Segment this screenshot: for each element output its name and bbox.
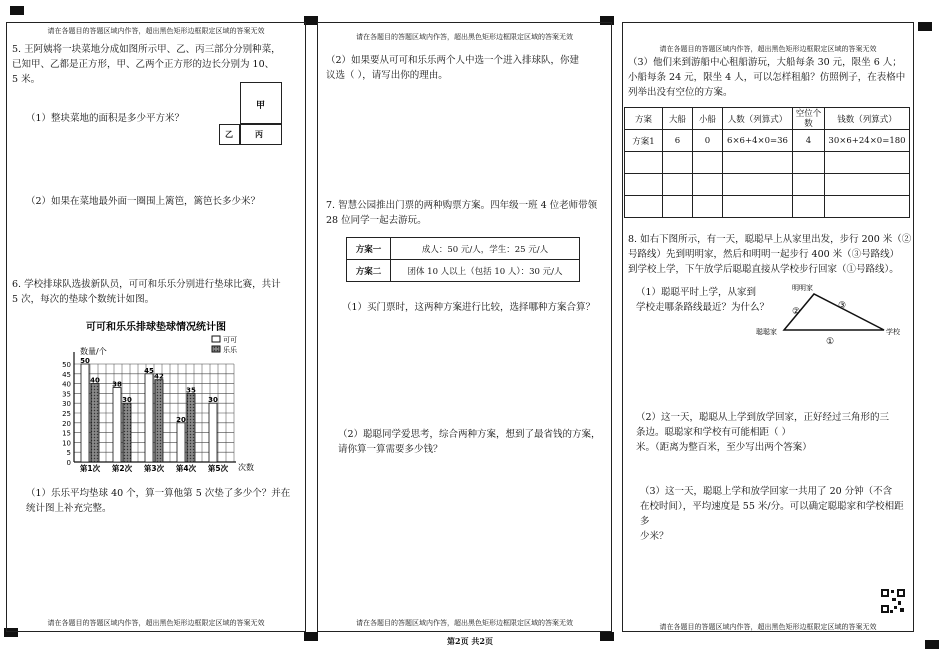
footer-note: 请在各题目的答题区域内作答，超出黑色矩形边框限定区域的答案无效: [356, 619, 573, 627]
q7-sub2: （2）聪聪同学爱思考，综合两种方案，想到了最省钱的方案， 请你算一算需要多少钱？: [338, 429, 601, 455]
footer-note: 请在各题目的答题区域内作答，超出黑色矩形边框限定区域的答案无效: [47, 619, 265, 627]
data-label: 30: [208, 396, 218, 405]
y-tick-label: 35: [62, 390, 71, 399]
y-tick-label: 50: [62, 361, 71, 369]
bar-chart: [6, 316, 306, 476]
route-1-label: ①: [826, 337, 835, 347]
label-mingming: 明明家: [792, 284, 813, 292]
bar-keke: [113, 388, 121, 462]
x-tick-label: 第1次: [79, 464, 101, 473]
route-3-label: ③: [838, 301, 847, 311]
registration-mark: [304, 16, 318, 25]
ticket-plan-table: [346, 237, 580, 282]
q8-sub2: （2）这一天，聪聪从上学到放学回家，正好经过三角形的三 条边。聪聪家和学校有可能相距（ ） 米。（距离为整百米，至少写出两个答案）: [636, 412, 890, 453]
x-tick-label: 第4次: [175, 464, 197, 473]
data-label: 50: [80, 357, 90, 365]
label-congcong: 聪聪家: [756, 328, 777, 336]
registration-mark: [600, 632, 614, 641]
legend-swatch-lele: [212, 346, 220, 352]
page-number: 第2页 共2页: [447, 636, 493, 646]
y-axis-label: 数量/个: [80, 347, 107, 356]
y-tick-label: 5: [66, 449, 71, 458]
qr-code: [880, 588, 906, 614]
bar-keke: [177, 423, 185, 462]
table-row[interactable]: [625, 152, 910, 174]
registration-mark: [925, 640, 939, 649]
footer-note: 请在各题目的答题区域内作答，超出黑色矩形边框限定区域的答案无效: [659, 623, 877, 631]
data-label: 30: [122, 396, 132, 405]
bar-keke: [145, 374, 153, 462]
q7-sub3: （3）他们来到游船中心租船游玩，大船每条 30 元，限坐 6 人； 小船每条 24 元，限坐 4 人，可以怎样租船？仿照例子，在表格中 列举出没有空位的方案。: [628, 57, 906, 98]
bar-lele: [123, 403, 131, 462]
boat-table: [624, 107, 910, 218]
registration-mark: [304, 632, 318, 641]
header-note: 请在各题目的答题区域内作答，超出黑色矩形边框限定区域的答案无效: [47, 27, 265, 35]
label-yi: 乙: [225, 129, 233, 139]
rect-bing: [240, 124, 282, 145]
table-row[interactable]: [625, 196, 910, 218]
square-jia: [240, 82, 282, 124]
legend-label-keke: 可可: [223, 336, 237, 344]
label-jia: 甲: [256, 101, 266, 111]
data-label: 20: [176, 415, 186, 424]
y-tick-label: 30: [62, 400, 71, 409]
route-2-label: ②: [792, 307, 801, 317]
table-row: 方案1 6 0 6×6+4×0=36 4 30×6+24×0=180: [625, 130, 910, 152]
plan-row: 方案二 团体 10 人以上（包括 10 人）：30 元/人: [347, 260, 580, 282]
data-label: 45: [144, 366, 154, 375]
q6-sub1: （1）乐乐平均垫球 40 个，算一算他第 5 次垫了多少个？并在 统计图上补充完整。: [26, 488, 291, 514]
legend-label-lele: 乐乐: [223, 346, 237, 354]
data-label: 42: [154, 372, 164, 381]
plan-row: 方案一 成人：50 元/人，学生：25 元/人: [347, 238, 580, 260]
registration-mark: [10, 6, 24, 15]
x-tick-label: 第2次: [111, 464, 133, 473]
bar-keke: [209, 403, 217, 462]
square-yi: [219, 124, 240, 145]
label-bing: 丙: [255, 129, 263, 139]
q5-sub2: （2）如果在菜地最外面一圈围上篱笆，篱笆长多少米？: [26, 196, 261, 207]
y-tick-label: 10: [62, 439, 71, 448]
x-tick-label: 第5次: [207, 464, 229, 473]
y-tick-label: 45: [62, 370, 71, 379]
y-tick-label: 40: [62, 380, 71, 389]
bar-keke: [81, 364, 89, 462]
q7-stem: 7. 智慧公园推出门票的两种购票方案。四年级一班 4 位老师带领 28 位同学一起去游玩。: [326, 200, 598, 226]
q5-sub1: （1）整块菜地的面积是多少平方米？: [26, 113, 185, 124]
y-tick-label: 25: [62, 410, 71, 418]
bar-lele: [155, 380, 163, 462]
bar-lele: [91, 384, 99, 462]
q5-stem: 5. 王阿姨将一块菜地分成如图所示甲、乙、丙三部分分别种菜， 已知甲、乙都是正方形，甲、乙两个正方形的边长分别为 10、 5 米。: [12, 44, 281, 85]
data-label: 38: [112, 380, 122, 389]
q6-stem: 6. 学校排球队选拔新队员，可可和乐乐分别进行垫球比赛，共计 5 次，每次的垫球个数统计如图。: [12, 279, 281, 305]
y-tick-label: 15: [62, 429, 71, 438]
q8-sub1: （1）聪聪平时上学，从家到 学校走哪条路线最近？为什么？: [636, 287, 770, 313]
data-label: 40: [90, 376, 100, 385]
route-map: [756, 282, 916, 352]
q8-stem: 8. 如右下图所示，有一天，聪聪早上从家里出发，步行 200 米（② 号路线）先到明明家，然后和明明一起步行 400 米（③号路线） 到学校上学，下午放学后聪聪直接从学校步行回家（①号路线）。: [628, 234, 912, 275]
y-tick-label: 0: [66, 459, 71, 467]
header-note: 请在各题目的答题区域内作答，超出黑色矩形边框限定区域的答案无效: [356, 33, 573, 41]
bar-lele: [187, 393, 195, 462]
table-row[interactable]: [625, 174, 910, 196]
y-tick-label: 20: [62, 419, 71, 428]
q8-sub3: （3）这一天，聪聪上学和放学回家一共用了 20 分钟（不含 在校时间），平均速度是 55 米/分。可以确定聪聪家和学校相距多 少米？: [640, 486, 904, 542]
registration-mark: [918, 22, 932, 31]
x-tick-label: 第3次: [143, 464, 165, 473]
q6-sub2: （2）如果要从可可和乐乐两个人中选一个进入排球队，你建 议选（ ），请写出你的理由。: [326, 55, 580, 81]
legend-swatch-keke: [212, 336, 220, 342]
q7-sub1: （1）买门票时，这两种方案进行比较，选择哪种方案合算？: [342, 302, 596, 313]
label-school: 学校: [886, 328, 900, 336]
data-label: 35: [186, 386, 196, 395]
x-axis-label: 次数: [238, 463, 254, 472]
chart-title: 可可和乐乐排球垫球情况统计图: [86, 322, 226, 333]
answer-column-2: [317, 22, 612, 632]
table-header-row: 方案 大船 小船 人数（列算式） 空位个数 钱数（列算式）: [625, 108, 910, 130]
header-note: 请在各题目的答题区域内作答，超出黑色矩形边框限定区域的答案无效: [659, 45, 877, 53]
